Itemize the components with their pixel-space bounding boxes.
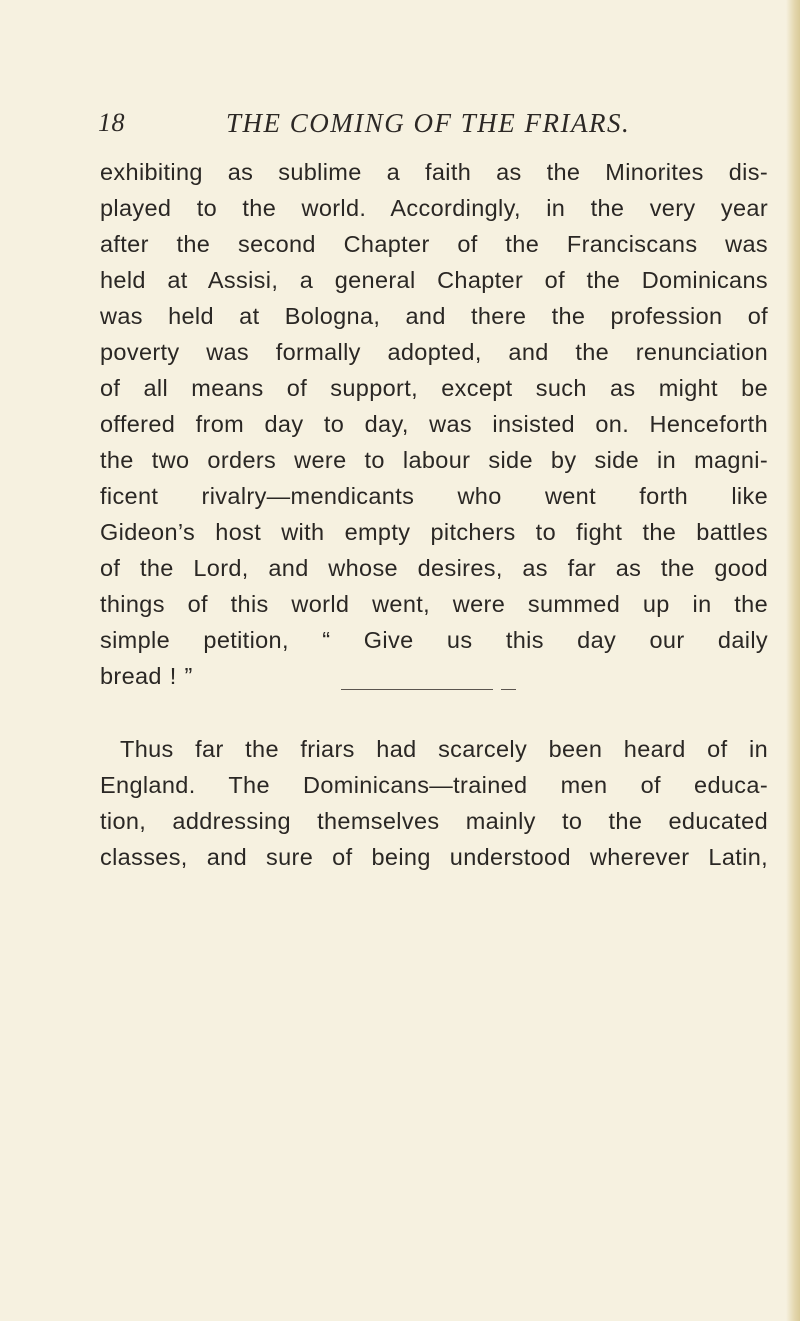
text-line: simple petition, “ Give us this day our daily (100, 627, 768, 653)
text-line: Thus far the friars had scarcely been heard of in (120, 736, 768, 762)
text-line: exhibiting as sublime a faith as the Minorites dis- (100, 159, 768, 185)
text-line: after the second Chapter of the Franciscans was (100, 231, 768, 257)
text-line: offered from day to day, was insisted on. Henceforth (100, 411, 768, 437)
text-line: things of this world went, were summed up in the (100, 591, 768, 617)
paragraph-1 (100, 154, 768, 694)
text-line: classes, and sure of being understood wherever Latin, (100, 844, 768, 870)
section-separator (341, 684, 516, 696)
text-line: was held at Bologna, and there the profession of (100, 303, 768, 329)
text-line: the two orders were to labour side by side in magni- (100, 447, 768, 473)
text-line: played to the world. Accordingly, in the very year (100, 195, 768, 221)
page-header (98, 108, 708, 144)
text-line: England. The Dominicans—trained men of educa- (100, 772, 768, 798)
running-title: THE COMING OF THE FRIARS. (226, 108, 631, 138)
text-line: of all means of support, except such as might be (100, 375, 768, 401)
text-line: tion, addressing themselves mainly to the educated (100, 808, 768, 834)
text-line: of the Lord, and whose desires, as far as the good (100, 555, 768, 581)
text-line: ficent rivalry—mendicants who went forth like (100, 483, 768, 509)
text-line: poverty was formally adopted, and the renunciation (100, 339, 768, 365)
page-number: 18 (98, 108, 125, 137)
page-edge (786, 0, 800, 1321)
text-line: bread ! ” (100, 663, 193, 689)
text-line: held at Assisi, a general Chapter of the Dominicans (100, 267, 768, 293)
text-line: Gideon’s host with empty pitchers to fight the battles (100, 519, 768, 545)
separator-rule-tail (501, 689, 516, 690)
paragraph-2 (100, 731, 768, 875)
separator-rule (341, 689, 493, 690)
